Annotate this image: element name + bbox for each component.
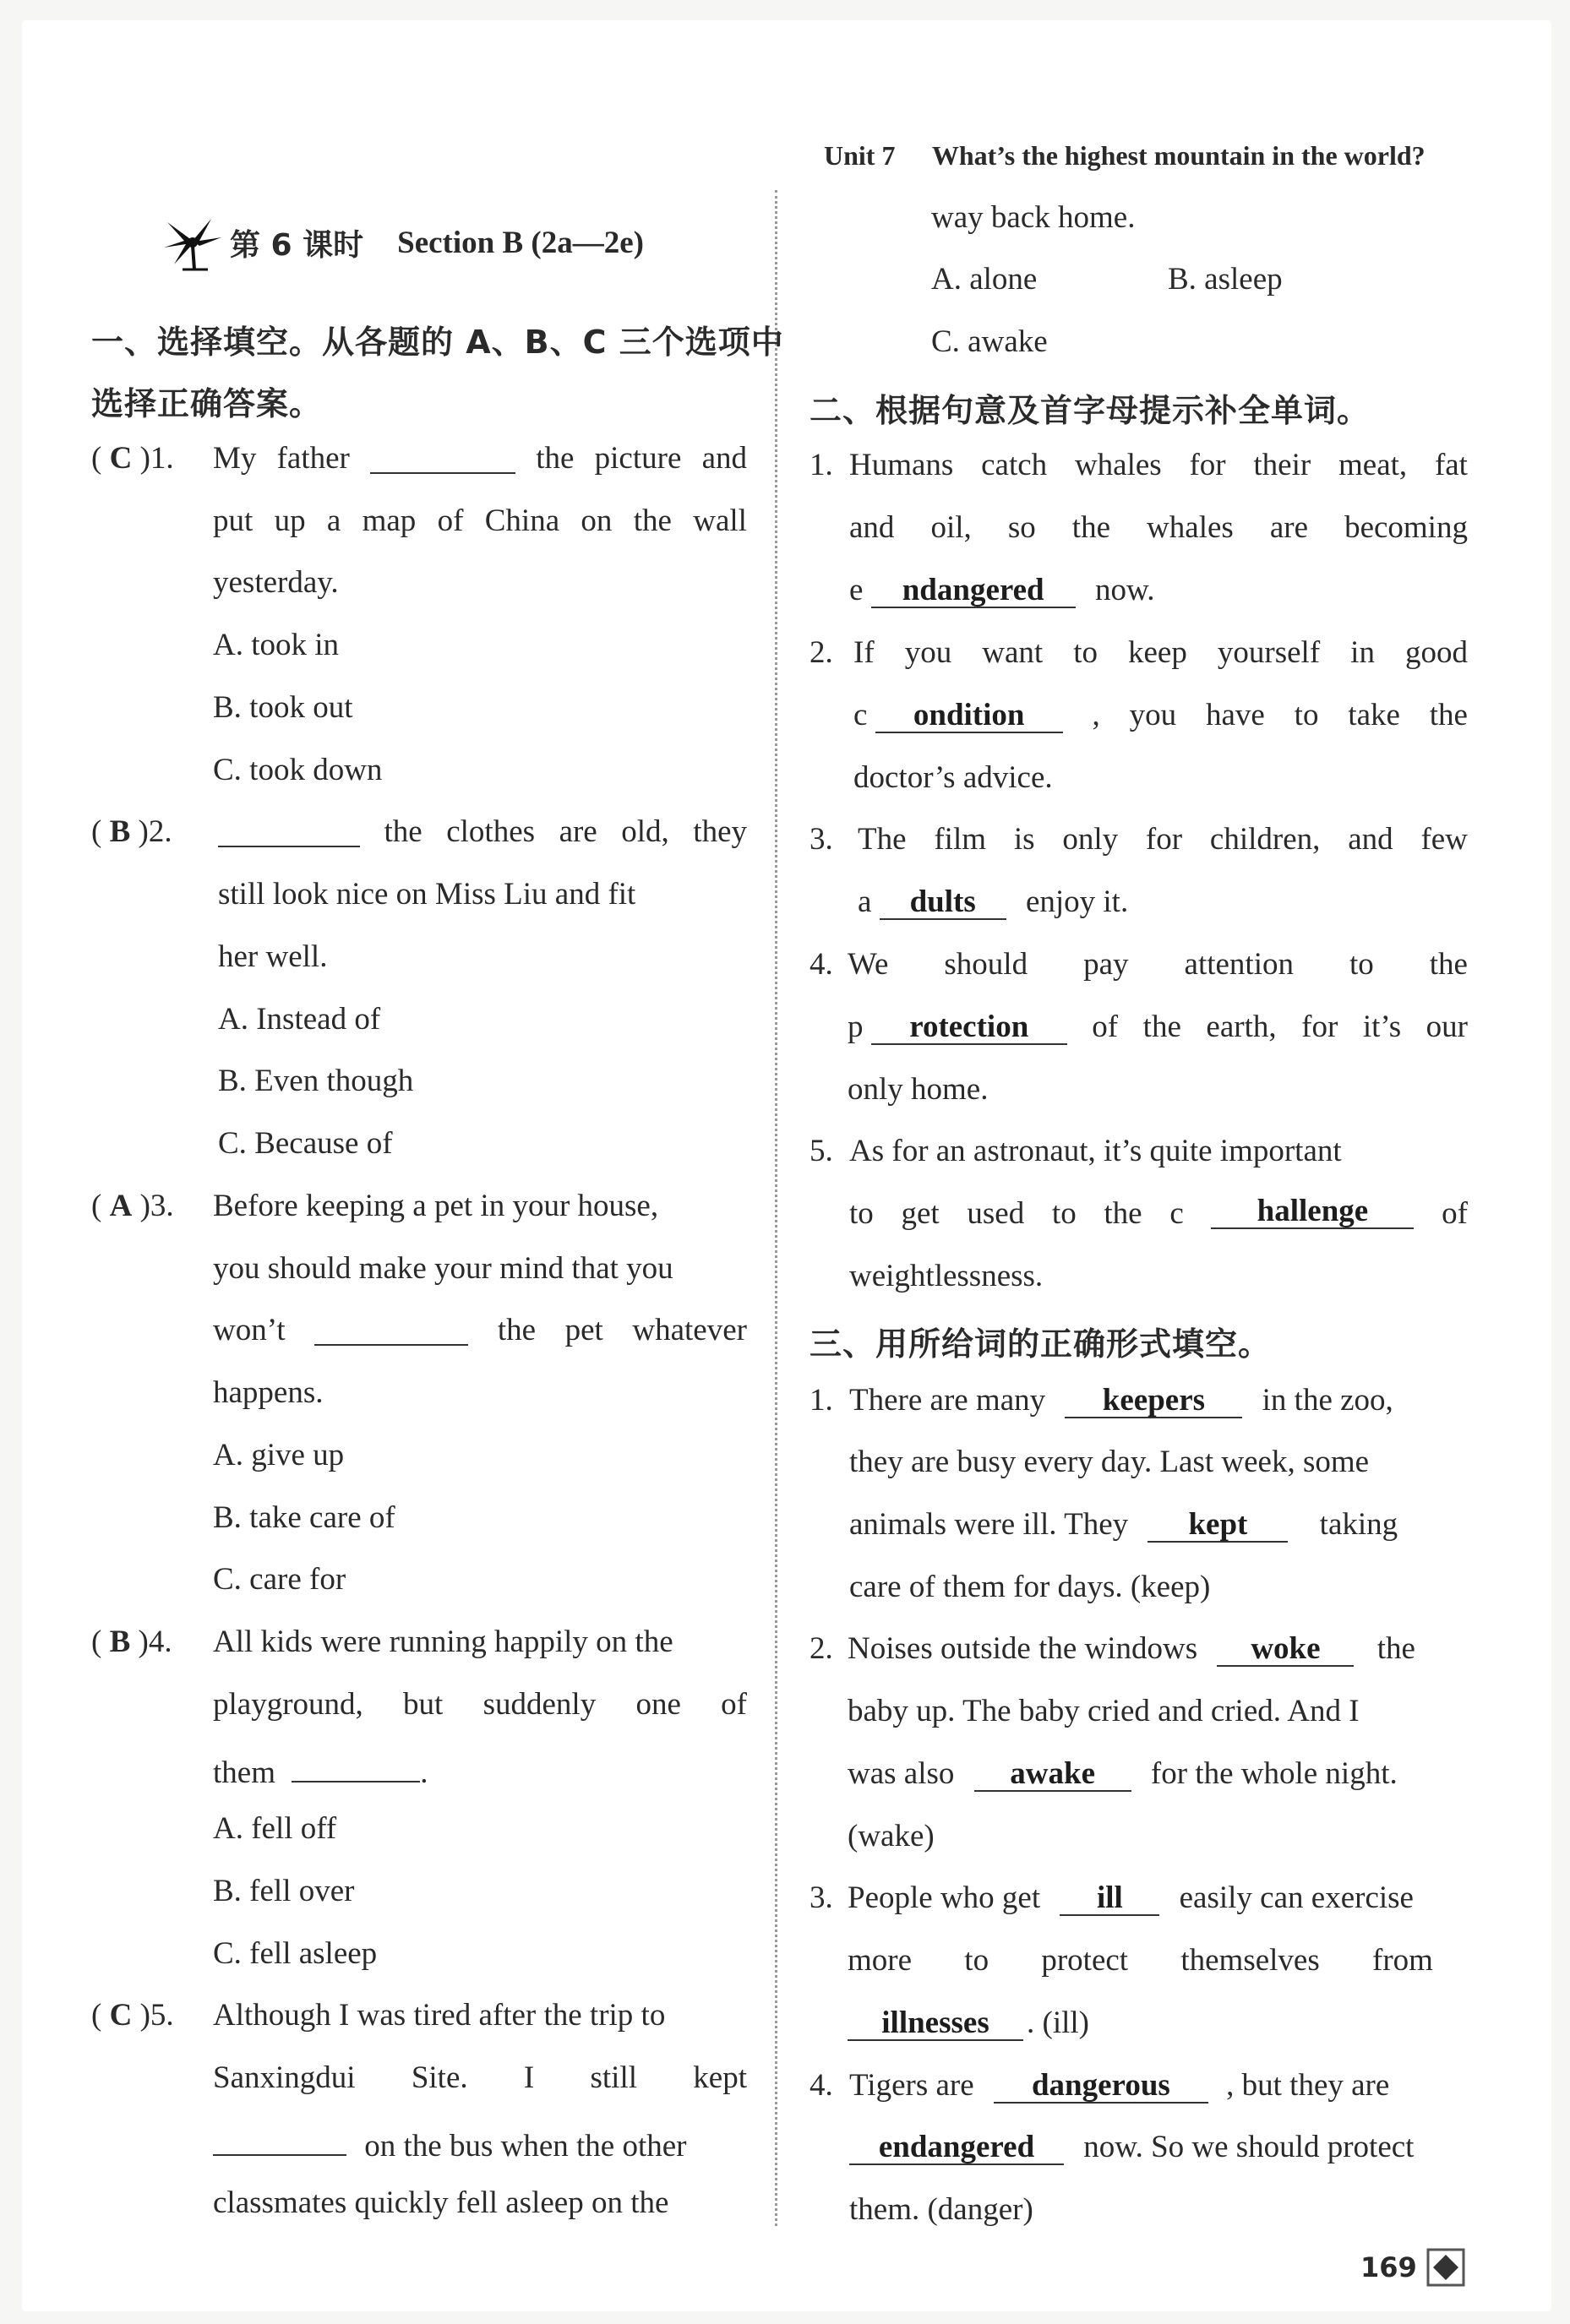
word: used — [967, 1196, 1025, 1231]
diamond-icon — [1426, 2247, 1466, 2288]
question-4-line3 — [213, 1749, 428, 1791]
option-a[interactable]: A. fell off — [213, 1811, 337, 1846]
part2-item-1-line2 — [849, 509, 1468, 546]
option-b[interactable]: B. take care of — [213, 1500, 395, 1535]
word: oil, — [930, 510, 972, 545]
word: now. — [1094, 573, 1155, 607]
part2-heading: 二、根据句意及首字母提示补全单词。 — [810, 392, 1371, 429]
answer-blank[interactable] — [213, 2122, 346, 2156]
word: you — [904, 635, 952, 670]
question-2-line2: still look nice on Miss Liu and fit — [218, 877, 636, 912]
answer-fill[interactable]: ill — [1060, 1882, 1159, 1916]
initial-letter: c — [853, 698, 868, 732]
question-number: 3. — [150, 1189, 174, 1223]
phrase: . (ill) — [1027, 2006, 1089, 2040]
word: kept — [693, 2060, 747, 2095]
part2-item-1-line3 — [849, 572, 1155, 608]
part3-item-3-line3 — [848, 2005, 1089, 2041]
part3-item-3-line2 — [848, 1942, 1433, 1978]
option-b[interactable]: B. took out — [213, 690, 353, 725]
word: children, — [1209, 822, 1321, 857]
question-3-line3 — [213, 1312, 747, 1348]
part3-item-1-line3 — [849, 1506, 1398, 1543]
unit-title: What’s the highest mountain in the world? — [931, 140, 1426, 171]
answer-letter: B — [109, 1625, 131, 1659]
question-5-continuation: way back home. — [931, 200, 1136, 235]
answer-letter: C — [109, 1998, 133, 2033]
question-number: 2. — [810, 635, 833, 670]
word: protect — [1041, 1943, 1129, 1978]
question-1: ( C )1. — [91, 441, 174, 476]
word: the — [497, 1313, 537, 1347]
part3-heading: 三、用所给词的正确形式填空。 — [810, 1325, 1272, 1363]
question-3-line2: you should make your mind that you — [213, 1251, 673, 1286]
question-2: ( B )2. — [91, 814, 172, 849]
word: keep — [1128, 635, 1187, 670]
question-number: 4. — [810, 2068, 833, 2103]
question-3-line4: happens. — [213, 1375, 324, 1410]
word: whales — [1074, 448, 1162, 482]
option-b[interactable]: B. asleep — [1168, 262, 1283, 297]
part1-heading-line2: 选择正确答案。 — [91, 385, 323, 422]
part3-item-1-line2: they are busy every day. Last week, some — [849, 1445, 1370, 1479]
word: but — [403, 1687, 444, 1722]
answer-letter: B — [109, 814, 131, 849]
phrase: People who get — [848, 1880, 1041, 1915]
option-a[interactable]: A. took in — [213, 628, 340, 662]
phrase: There are many — [849, 1383, 1046, 1418]
column-divider — [775, 190, 777, 2226]
word: enjoy it. — [1025, 884, 1129, 919]
word: the — [1376, 1631, 1415, 1666]
word: The — [858, 822, 907, 857]
word: is — [1013, 822, 1035, 857]
word: to — [849, 1196, 874, 1231]
word: earth, — [1206, 1010, 1277, 1044]
word: the — [536, 441, 575, 476]
initial-letter: c — [1169, 1196, 1184, 1231]
answer-fill[interactable]: hallenge — [1211, 1195, 1414, 1229]
question-5-line4: classmates quickly fell asleep on the — [213, 2185, 669, 2220]
word: their — [1253, 448, 1311, 482]
word: yourself — [1217, 635, 1321, 670]
question-number: 3. — [810, 822, 833, 857]
word: , — [1092, 698, 1100, 732]
word: of — [1442, 1196, 1468, 1231]
question-number: 3. — [810, 1880, 833, 1915]
word: meat, — [1338, 448, 1408, 482]
word: the — [1142, 1010, 1181, 1044]
answer-letter: C — [109, 441, 133, 476]
question-3-line1: Before keeping a pet in your house, — [213, 1189, 659, 1223]
part1-heading-line1: 一、选择填空。从各题的 A、B、C 三个选项中 — [91, 324, 784, 361]
word: I — [523, 2060, 535, 2095]
flower-icon — [159, 212, 226, 273]
word: If — [853, 635, 875, 670]
question-5-line2 — [213, 2060, 747, 2096]
question-2-line3: her well. — [218, 939, 328, 974]
answer-fill[interactable]: endangered — [849, 2131, 1064, 2165]
question-5: ( C )5. — [91, 1998, 174, 2033]
part3-item-4-line3: them. (danger) — [849, 2192, 1033, 2227]
word: to — [1294, 698, 1319, 732]
word: My — [213, 441, 257, 476]
page-number: 169 — [1360, 2251, 1417, 2283]
answer-blank[interactable] — [314, 1312, 468, 1346]
word: won’t — [213, 1313, 286, 1347]
answer-bracket: ( — [91, 441, 110, 476]
word: them — [213, 1755, 275, 1790]
word: the — [633, 503, 672, 538]
word: themselves — [1180, 1943, 1320, 1978]
part3-item-3-line1 — [848, 1880, 1414, 1916]
question-4-line2 — [213, 1686, 747, 1723]
phrase: Tigers are — [849, 2068, 974, 2103]
word: fat — [1434, 448, 1468, 482]
question-number: 2. — [810, 1631, 833, 1666]
word: get — [901, 1196, 940, 1231]
word: pay — [1083, 947, 1129, 982]
option-a[interactable]: A. Instead of — [218, 1002, 381, 1037]
question-2-line1 — [218, 814, 747, 850]
word: up — [274, 503, 306, 538]
word: want — [982, 635, 1044, 670]
word: clothes — [446, 814, 536, 849]
initial-letter: e — [849, 573, 864, 607]
part3-item-2-line1 — [848, 1630, 1415, 1667]
lesson-number: 第 6 课时 — [230, 227, 364, 263]
word: one — [635, 1687, 681, 1722]
question-1-line1 — [213, 440, 747, 476]
question-number: 1. — [150, 441, 174, 476]
answer-fill[interactable]: awake — [974, 1758, 1131, 1792]
part3-item-1-line4: care of them for days. (keep) — [849, 1570, 1211, 1604]
option-b[interactable]: B. fell over — [213, 1874, 355, 1908]
part2-item-4-line1 — [848, 946, 1468, 982]
answer-fill[interactable]: ondition — [875, 699, 1063, 733]
phrase: , but they are — [1226, 2068, 1390, 2103]
part2-item-2-line1 — [853, 634, 1468, 671]
word: pet — [564, 1313, 603, 1347]
phrase: was also — [848, 1756, 955, 1791]
word: becoming — [1344, 510, 1468, 545]
word: the — [1429, 698, 1468, 732]
word: for — [1301, 1010, 1338, 1044]
answer-blank[interactable] — [218, 814, 360, 847]
part2-item-3-line2 — [858, 884, 1128, 920]
running-header — [824, 140, 1426, 171]
lesson-title — [159, 213, 644, 272]
word: of — [1092, 1010, 1119, 1044]
option-c[interactable]: C. Because of — [218, 1126, 393, 1161]
word: still — [590, 2060, 638, 2095]
answer-fill[interactable]: illnesses — [848, 2007, 1023, 2041]
question-number: 2. — [148, 814, 172, 849]
word: We — [848, 947, 889, 982]
word: are — [1269, 510, 1309, 545]
question-number: 5. — [150, 1998, 174, 2033]
question-1-line2 — [213, 503, 747, 539]
word: map — [362, 503, 417, 538]
word: . — [420, 1755, 428, 1790]
part2-item-1-line1 — [849, 447, 1468, 483]
word: for — [1189, 448, 1226, 482]
phrase: easily can exercise — [1179, 1880, 1414, 1915]
option-c[interactable]: C. care for — [213, 1562, 346, 1597]
word: good — [1404, 635, 1468, 670]
answer-fill[interactable]: kept — [1148, 1509, 1288, 1543]
word: so — [1007, 510, 1036, 545]
phrase: animals were ill. They — [849, 1507, 1129, 1542]
word: and — [1348, 822, 1393, 857]
word: whales — [1147, 510, 1234, 545]
word: to — [1051, 1196, 1077, 1231]
word: they — [693, 814, 747, 849]
word: a — [326, 503, 341, 538]
option-c[interactable]: C. awake — [931, 324, 1048, 359]
word: more — [848, 1943, 913, 1978]
lesson-section: Section B (2a—2e) — [397, 225, 644, 260]
word: Site. — [411, 2060, 468, 2095]
word: for — [1145, 822, 1183, 857]
phrase: in the zoo, — [1262, 1383, 1393, 1418]
answer-fill[interactable]: dangerous — [994, 2070, 1208, 2104]
word: to — [1349, 947, 1374, 982]
word: catch — [981, 448, 1048, 482]
unit-label: Unit 7 — [824, 140, 896, 171]
word: and — [701, 441, 747, 476]
part3-item-2-line4: (wake) — [848, 1819, 935, 1853]
initial-letter: p — [848, 1010, 864, 1044]
answer-fill[interactable]: keepers — [1065, 1385, 1242, 1418]
option-b[interactable]: B. Even though — [218, 1064, 414, 1098]
answer-blank[interactable] — [292, 1749, 420, 1782]
word: China — [484, 503, 560, 538]
answer-fill[interactable]: woke — [1217, 1633, 1354, 1667]
question-3: ( A )3. — [91, 1189, 174, 1223]
word: in — [1350, 635, 1375, 670]
word: of — [721, 1687, 747, 1722]
word: Sanxingdui — [213, 2060, 356, 2095]
word: on — [581, 503, 613, 538]
page-footer — [1360, 2247, 1466, 2288]
word: film — [934, 822, 987, 857]
option-c[interactable]: C. fell asleep — [213, 1936, 378, 1971]
word: taking — [1319, 1507, 1398, 1542]
answer-letter: A — [109, 1189, 133, 1223]
part3-item-4-line1 — [849, 2067, 1389, 2104]
answer-fill[interactable]: rotection — [871, 1011, 1067, 1045]
part3-item-1-line1 — [849, 1382, 1393, 1418]
word: have — [1205, 698, 1265, 732]
word: it’s — [1362, 1010, 1402, 1044]
answer-fill[interactable]: ndangered — [871, 574, 1076, 608]
word: you — [1129, 698, 1177, 732]
word: the — [1429, 947, 1468, 982]
question-number: 5. — [810, 1134, 833, 1168]
word: the — [1104, 1196, 1142, 1231]
phrase: now. So we should protect — [1083, 2130, 1415, 2164]
word: picture — [594, 441, 682, 476]
word: the — [384, 814, 422, 849]
question-4: ( B )4. — [91, 1625, 172, 1659]
word: father — [276, 441, 350, 476]
question-1-line3: yesterday. — [213, 565, 339, 600]
word: to — [964, 1943, 989, 1978]
answer-fill[interactable]: dults — [880, 886, 1006, 920]
word: to — [1073, 635, 1098, 670]
part2-item-2-line3: doctor’s advice. — [853, 760, 1053, 795]
question-5-line1: Although I was tired after the trip to — [213, 1998, 666, 2033]
word: only — [1062, 822, 1119, 857]
answer-blank[interactable] — [370, 440, 515, 474]
word: Humans — [849, 448, 954, 482]
question-number: 1. — [810, 1383, 833, 1418]
word: should — [944, 947, 1028, 982]
word: attention — [1184, 947, 1294, 982]
word: suddenly — [482, 1687, 597, 1722]
option-c[interactable]: C. took down — [213, 753, 383, 787]
part3-item-2-line2: baby up. The baby cried and cried. And I — [848, 1694, 1360, 1728]
word: our — [1426, 1010, 1468, 1044]
part2-item-4-line2 — [848, 1009, 1468, 1045]
word: old, — [621, 814, 669, 849]
question-4-line1: All kids were running happily on the — [213, 1625, 673, 1659]
initial-letter: a — [858, 884, 872, 919]
word: are — [559, 814, 597, 849]
question-5-line3 — [213, 2122, 686, 2164]
option-a[interactable]: A. give up — [213, 1438, 345, 1472]
word: and — [849, 510, 895, 545]
word: take — [1348, 698, 1400, 732]
part2-item-5-line3: weightlessness. — [849, 1259, 1044, 1293]
phrase: for the whole night. — [1150, 1756, 1398, 1791]
word: whatever — [632, 1313, 747, 1347]
word: playground, — [213, 1687, 363, 1722]
option-a[interactable]: A. alone — [931, 262, 1038, 297]
word: put — [213, 503, 253, 538]
part2-item-3-line1 — [858, 821, 1468, 857]
question-number: 1. — [810, 448, 833, 482]
question-number: 4. — [148, 1625, 172, 1659]
word: of — [437, 503, 464, 538]
part3-item-2-line3 — [848, 1755, 1398, 1792]
part2-item-2-line2 — [853, 697, 1468, 733]
part2-item-5-line1: As for an astronaut, it’s quite important — [849, 1134, 1342, 1168]
word: the — [1071, 510, 1110, 545]
part2-item-4-line3: only home. — [848, 1072, 989, 1107]
word: from — [1372, 1943, 1433, 1978]
word: few — [1420, 822, 1468, 857]
part3-item-4-line2 — [849, 2129, 1414, 2165]
part2-item-5-line2 — [849, 1195, 1468, 1232]
phrase: Noises outside the windows — [848, 1631, 1198, 1666]
question-number: 4. — [810, 947, 833, 982]
word: on the bus when the other — [364, 2129, 687, 2163]
word: wall — [693, 503, 747, 538]
